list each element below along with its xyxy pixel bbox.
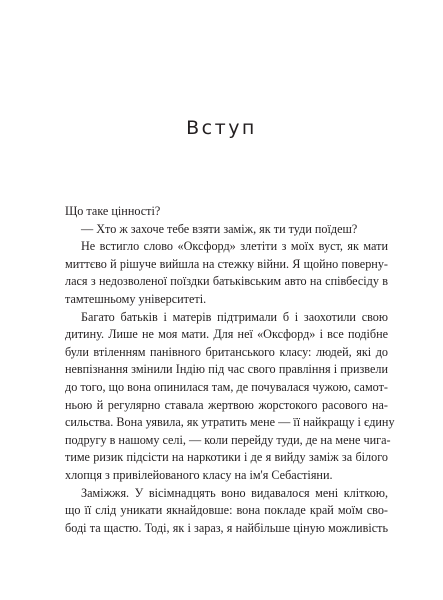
text-line: боді та щастю. Тоді, як і зараз, я найбільше ціную можливість bbox=[65, 520, 388, 535]
text-line: були втіленням панівного британського класу: людей, які до bbox=[65, 344, 388, 359]
body-text bbox=[65, 203, 395, 537]
text-line: миттєво й рішуче вийшла на стежку війни. Я щойно поверну- bbox=[65, 256, 388, 271]
text-line: Що таке цінності? bbox=[65, 204, 161, 218]
text-line: Заміжжя. У вісімнадцять воно видавалося мені кліткою, bbox=[81, 485, 388, 500]
text-line: подругу в нашому селі, — коли перейду туди, де на мене чига- bbox=[65, 432, 391, 447]
text-line: Не встигло слово «Оксфорд» злетіти з моїх вуст, як мати bbox=[81, 239, 388, 254]
text-line: дитину. Лише не моя мати. Для неї «Оксфорд» і все подібне bbox=[65, 327, 388, 342]
text-line: до того, що вона опинилася там, де почувалася чужою, самот- bbox=[65, 379, 388, 394]
text-line: що її слід уникати якнайдовше: вона покладе край моїм сво- bbox=[65, 503, 388, 518]
text-line: тиме ризик підсісти на наркотики і де я вийду заміж за білого bbox=[65, 450, 388, 465]
text-line: ньою й регулярно ставала жертвою жорстокого расового на- bbox=[65, 397, 388, 412]
chapter-title: Вступ bbox=[186, 117, 257, 139]
text-line: сильства. Вона уявила, як утратить мене — її найкращу і єдину bbox=[65, 415, 395, 430]
text-line: лася з недозволеної поїздки батьківським авто на співбесіду в bbox=[65, 274, 388, 289]
text-line: Багато батьків і матерів підтримали б і заохотили свою bbox=[81, 309, 388, 324]
text-line: хлопця з привілейованого класу на ім'я Себастіяни. bbox=[65, 467, 333, 482]
text-line: невпізнання змінили Індію під час свого правління і призвели bbox=[65, 362, 388, 377]
text-line: тамтешньому університеті. bbox=[65, 291, 207, 306]
text-line: — Хто ж захоче тебе взяти заміж, як ти туди поїдеш? bbox=[81, 221, 358, 236]
